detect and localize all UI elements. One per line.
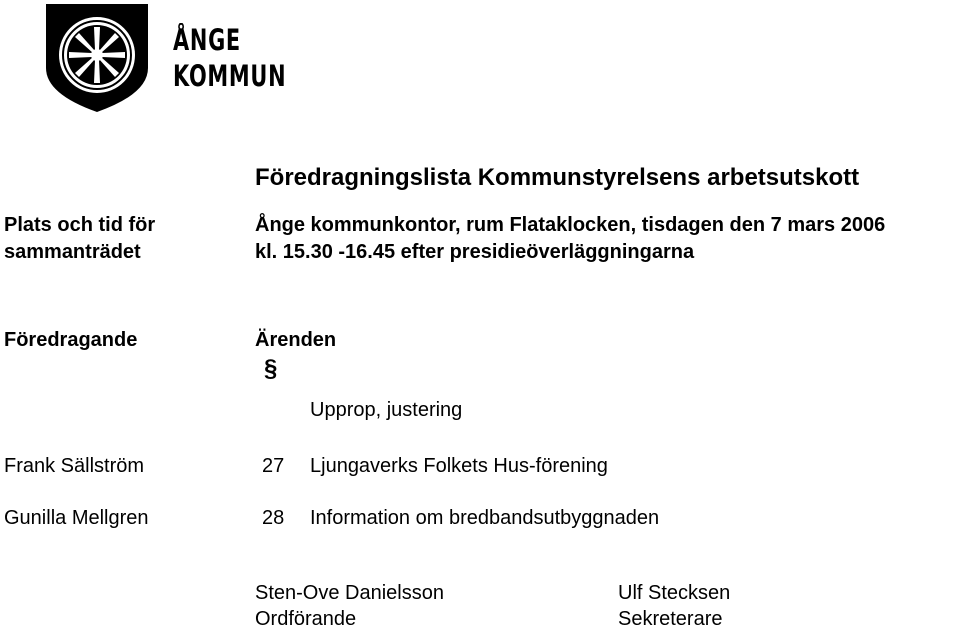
logo-text-kommun: KOMMUN	[173, 59, 287, 93]
signature-role: Ordförande	[255, 608, 357, 630]
paragraph-sign: §	[264, 355, 278, 382]
column-header-presenter: Föredragande	[4, 329, 138, 351]
signature-name: Ulf Stecksen	[618, 582, 731, 604]
meeting-label-line2: sammanträdet	[4, 241, 141, 263]
meeting-time: kl. 15.30 -16.45 efter presidieöverläggningarna	[255, 241, 695, 263]
logo-text-ange: ÅNGE	[173, 23, 241, 57]
row-number: 27	[262, 455, 285, 477]
row-number: 28	[262, 507, 285, 529]
signature-name: Sten-Ove Danielsson	[255, 582, 444, 604]
row-item: Ljungaverks Folkets Hus-förening	[310, 455, 608, 477]
row-item: Information om bredbandsutbyggnaden	[310, 507, 660, 529]
document-title: Föredragningslista Kommunstyrelsens arbetsutskott	[255, 164, 860, 191]
signature-role: Sekreterare	[618, 608, 723, 630]
row-item: Upprop, justering	[310, 399, 463, 421]
municipality-emblem-icon	[44, 2, 150, 114]
column-header-items: Ärenden	[255, 329, 337, 351]
meeting-label-line1: Plats och tid för	[4, 214, 156, 236]
meeting-place: Ånge kommunkontor, rum Flataklocken, tisdagen den 7 mars 2006	[255, 214, 886, 236]
row-presenter: Gunilla Mellgren	[4, 507, 149, 529]
row-presenter: Frank Sällström	[4, 455, 145, 477]
